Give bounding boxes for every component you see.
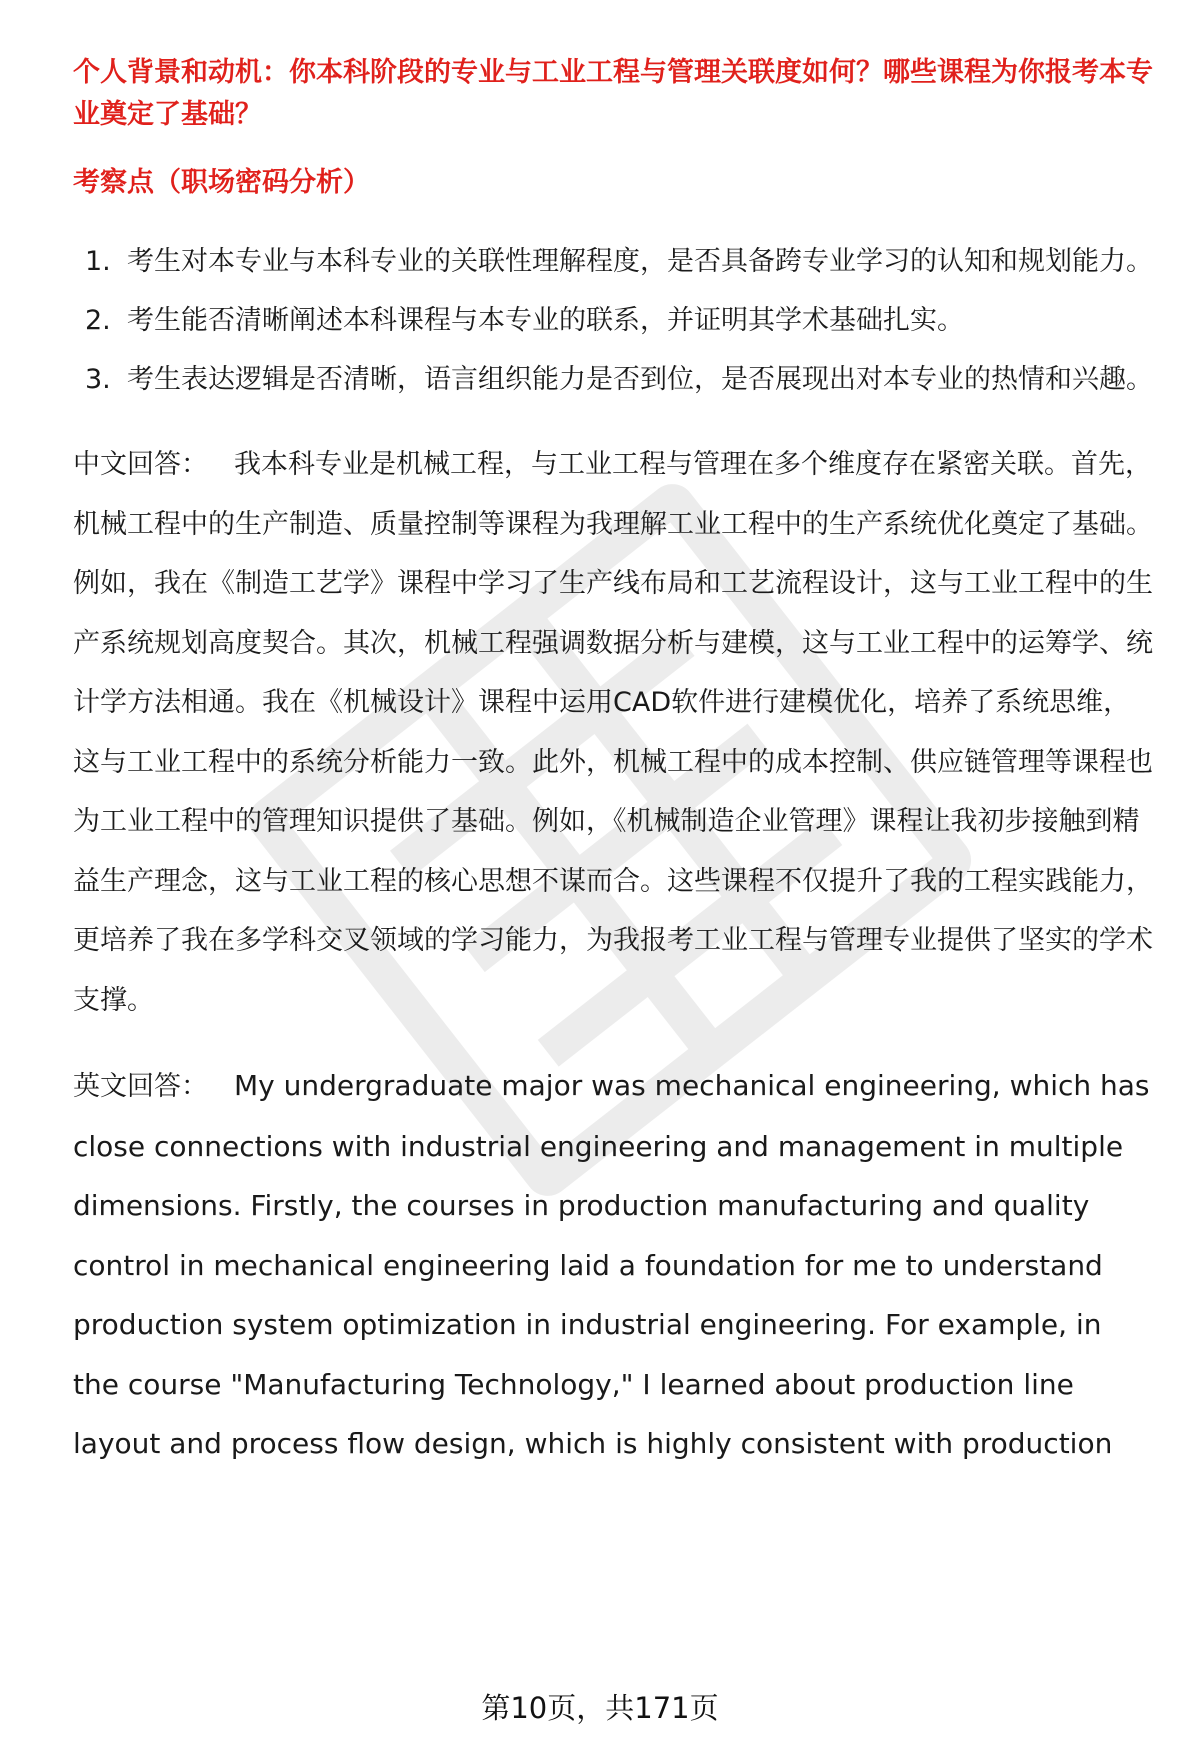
question-heading: 个人背景和动机：你本科阶段的专业与工业工程与管理关联度如何？哪些课程为你报考本专业奠定了基础？ xyxy=(73,57,1153,130)
english-answer-text: My undergraduate major was mechanical engineering, which has close connections with industrial engineering and management in multiple dimensions. Firstly, the courses in production manufacturing and quality control in mechanical engineering laid a foundation for me to understand production system optimization in industrial engineering. For example, in the course "Manufacturing Technology," I learned about production line layout and process flow design, which is highly consistent with production xyxy=(73,1069,1150,1460)
list-item xyxy=(73,232,1153,291)
list-item xyxy=(73,291,1153,350)
list-item-number: 3. xyxy=(85,364,111,395)
list-item-number: 2. xyxy=(85,305,111,336)
assessment-points-list xyxy=(73,232,1153,409)
page-number-footer: 第10页，共171页 xyxy=(481,1691,719,1725)
english-answer xyxy=(73,1056,1153,1474)
list-item-text: 考生能否清晰阐述本科课程与本专业的联系，并证明其学术基础扎实。 xyxy=(127,305,964,336)
chinese-answer-text: 我本科专业是机械工程，与工业工程与管理在多个维度存在紧密关联。首先，机械工程中的生产制造、质量控制等课程为我理解工业工程中的生产系统优化奠定了基础。例如，我在《制造工艺学》课程中学习了生产线布局和工艺流程设计，这与工业工程中的生产系统规划高度契合。其次，机械工程强调数据分析与建模，这与工业工程中的运筹学、统计学方法相通。我在《机械设计》课程中运用CAD软件进行建模优化，培养了系统思维，这与工业工程中的系统分析能力一致。此外，机械工程中的成本控制、供应链管理等课程也为工业工程中的管理知识提供了基础。例如，《机械制造企业管理》课程让我初步接触到精益生产理念，这与工业工程的核心思想不谋而合。这些课程不仅提升了我的工程实践能力，更培养了我在多学科交叉领域的学习能力，为我报考工业工程与管理专业提供了坚实的学术支撑。 xyxy=(73,449,1153,1016)
list-item-text: 考生表达逻辑是否清晰，语言组织能力是否到位，是否展现出对本专业的热情和兴趣。 xyxy=(127,364,1153,395)
list-item-text: 考生对本专业与本科专业的关联性理解程度，是否具备跨专业学习的认知和规划能力。 xyxy=(127,246,1153,277)
list-item xyxy=(73,350,1153,409)
english-answer-label: 英文回答： xyxy=(73,1071,208,1102)
document-page xyxy=(73,52,1153,1474)
section-title: 考察点（职场密码分析） xyxy=(73,167,370,198)
list-item-number: 1. xyxy=(85,246,111,277)
chinese-answer-label: 中文回答： xyxy=(73,449,208,480)
chinese-answer xyxy=(73,435,1153,1030)
